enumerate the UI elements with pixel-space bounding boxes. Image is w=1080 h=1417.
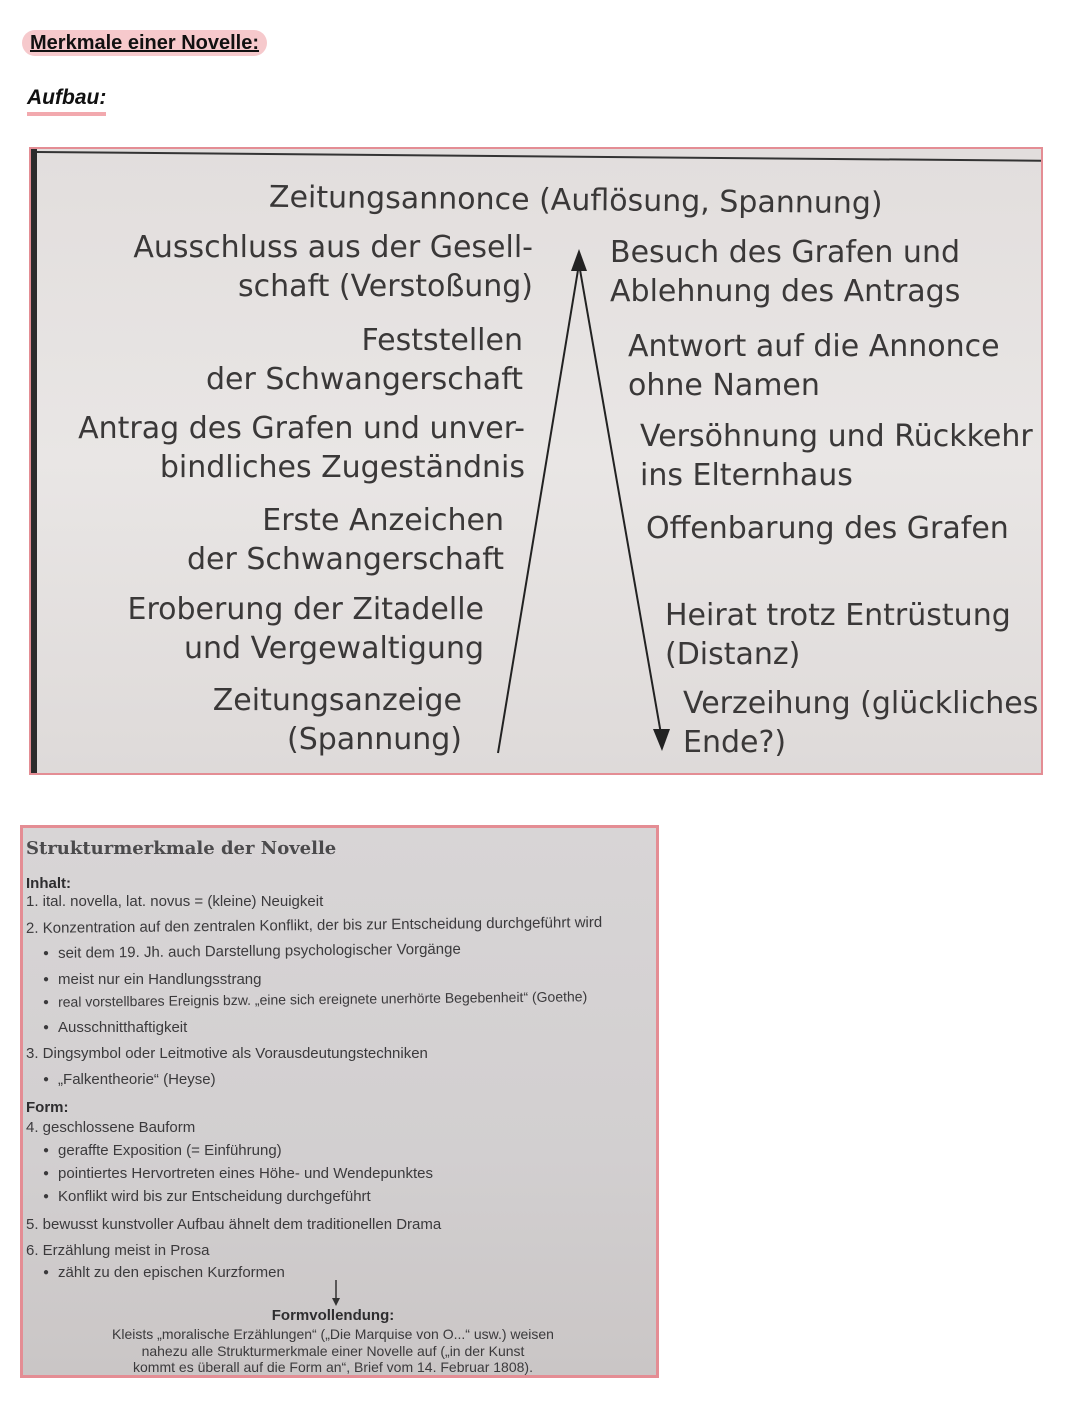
left-event-1-line-2: schaft (Verstoßung) (238, 269, 533, 304)
feature-6-bullet-1: ● zählt zu den epischen Kurzformen (43, 1263, 285, 1284)
feature-2-bullet-2: ● meist nur ein Handlungsstrang (43, 970, 262, 991)
right-event-3-line-1: Versöhnung und Rückkehr (640, 419, 1033, 454)
left-event-4 (187, 501, 504, 579)
feature-4-bullet-1: ● geraffte Exposition (= Einführung) (43, 1141, 282, 1162)
right-event-5-line-1: Heirat trotz Entrüstung (665, 598, 1011, 633)
diagram-apex-label: Zeitungsannonce (Auflösung, Spannung) (268, 179, 883, 222)
feature-3: 3. Dingsymbol oder Leitmotive als Vorausdeutungstechniken (26, 1045, 428, 1062)
feature-3-bullet-1: ● „Falkentheorie“ (Heyse) (43, 1070, 216, 1091)
left-event-6-line-1: Zeitungsanzeige (212, 683, 462, 718)
right-event-1 (610, 233, 960, 311)
form-completion-line-3: kommt es überall auf die Form an“, Brief vom 14. Februar 1808). (133, 1359, 533, 1375)
left-event-2-line-1: Feststellen (361, 323, 523, 358)
left-event-5 (128, 590, 484, 668)
feature-4-bullet-3: ● Konflikt wird bis zur Entscheidung durchgeführt (43, 1187, 371, 1208)
feature-2-bullet-1: ● seit dem 19. Jh. auch Darstellung psychologischer Vorgänge (43, 940, 461, 965)
feature-6: 6. Erzählung meist in Prosa (26, 1242, 210, 1259)
right-event-3-line-2: ins Elternhaus (640, 458, 853, 493)
left-event-4-line-2: der Schwangerschaft (186, 542, 504, 577)
left-event-1-line-1: Ausschluss aus der Gesell- (133, 230, 533, 265)
right-event-5 (665, 596, 1011, 674)
features-heading: Strukturmerkmale der Novelle (26, 838, 337, 859)
left-event-4-line-1: Erste Anzeichen (262, 503, 504, 538)
left-event-5-line-2: und Vergewaltigung (183, 631, 484, 666)
right-event-4-line-1: Offenbarung des Grafen (646, 511, 1009, 546)
content-label: Inhalt: (26, 875, 71, 892)
right-event-2-line-2: ohne Namen (628, 368, 820, 403)
feature-2-bullet-4: ● Ausschnitthaftigkeit (43, 1018, 187, 1039)
right-event-6 (683, 684, 1038, 762)
feature-1: 1. ital. novella, lat. novus = (kleine) Neuigkeit (26, 893, 324, 910)
section-subtitle: Aufbau: (27, 84, 106, 116)
right-event-5-line-2: (Distanz) (665, 637, 801, 672)
structure-features-photo (20, 825, 659, 1378)
right-event-4 (646, 509, 1009, 548)
left-event-3-line-1: Antrag des Grafen und unver- (78, 411, 525, 446)
feature-4: 4. geschlossene Bauform (26, 1119, 196, 1136)
feature-4-bullet-2: ● pointiertes Hervortreten eines Höhe- und Wendepunktes (43, 1164, 433, 1185)
left-event-6-line-2: (Spannung) (287, 722, 462, 757)
right-event-3 (640, 417, 1033, 495)
feature-5: 5. bewusst kunstvoller Aufbau ähnelt dem traditionellen Drama (26, 1216, 442, 1233)
left-event-3-line-2: bindliches Zugeständnis (159, 450, 525, 485)
down-arrow-icon (326, 1280, 346, 1306)
falling-arrow-head (653, 729, 670, 751)
form-completion-label: Formvollendung: (271, 1307, 395, 1324)
feature-2-bullet-3: ● real vorstellbares Ereignis bzw. „eine sich ereignete unerhörte Begebenheit“ (Goethe) (43, 987, 587, 1014)
left-event-3 (78, 409, 525, 487)
left-event-1 (133, 228, 533, 306)
right-event-6-line-1: Verzeihung (glückliches (683, 686, 1039, 721)
form-completion-line-1: Kleists „moralische Erzählungen“ („Die Marquise von O...“ usw.) weisen (112, 1326, 554, 1342)
right-event-1-line-2: Ablehnung des Antrags (610, 274, 961, 309)
form-label: Form: (26, 1099, 69, 1116)
right-event-2 (628, 327, 1000, 405)
right-event-1-line-1: Besuch des Grafen und (610, 235, 960, 270)
left-event-6 (213, 681, 462, 759)
left-event-2 (206, 321, 523, 399)
left-event-2-line-2: der Schwangerschaft (205, 362, 523, 397)
page-title: Merkmale einer Novelle: (22, 30, 267, 56)
right-event-2-line-1: Antwort auf die Annonce (628, 329, 1000, 364)
left-event-5-line-1: Eroberung der Zitadelle (127, 592, 484, 627)
form-completion-line-2: nahezu alle Strukturmerkmale einer Novelle auf („in der Kunst (141, 1343, 525, 1359)
right-event-6-line-2: Ende?) (683, 725, 787, 760)
structure-diagram-photo (29, 147, 1043, 775)
feature-2: 2. Konzentration auf den zentralen Konflikt, der bis zur Entscheidung durchgeführt wird (25, 913, 603, 937)
